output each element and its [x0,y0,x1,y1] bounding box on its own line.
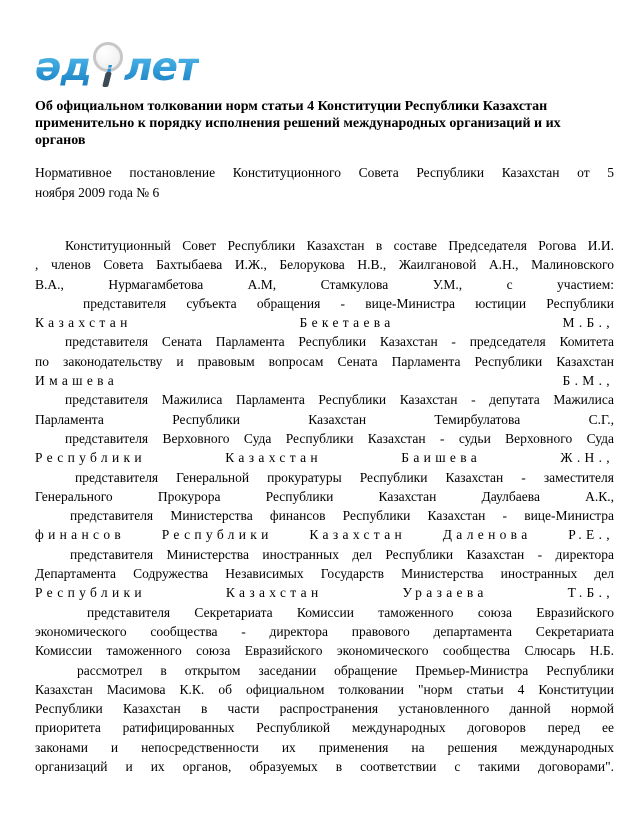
text-line: представителя Верховного Суда Республики Казахстан - судьи Верховного Суда [65,430,614,446]
logo-text-part2: лет [123,45,199,90]
text-line: Генерального Прокурора Республики Казахстан Даулбаева А.К., [35,488,614,504]
text-line: финансов Республики Казахстан Даленова Р.Е., [35,527,614,543]
text-line: В.А., Нурмагамбетова А.М, Стамкулова У.М., с участием: [35,276,614,292]
text-line: экономического сообщества - директора правового департамента Секретариата [35,623,614,639]
text-line: представителя Секретариата Комиссии таможенного союза Евразийского [87,604,614,620]
text-line: Конституционный Совет Республики Казахстан в составе Председателя Рогова И.И. [65,238,614,253]
text-line: Республики Казахстан в части распространения установленного данной нормой [35,701,614,717]
text-line: органов [35,133,86,148]
text-line: представителя Министерства финансов Республики Казахстан - вице-Министра [70,508,614,524]
text-line: Казахстан Бекетаева М.Б., [35,315,614,331]
magnifier-lens [93,42,123,72]
text-line: Департамента Содружества Независимых Государств Министерства иностранных дел [35,566,614,582]
text-line: представителя Мажилиса Парламента Республики Казахстан - депутата Мажилиса [65,392,614,408]
text-line: представителя Министерства иностранных дел Республики Казахстан - директора [70,546,614,562]
document-title [35,98,614,149]
text-line: , членов Совета Бахтыбаева И.Ж., Белорукова Н.В., Жаилгановой А.Н., Малиновского [35,257,614,273]
text-line: Комиссии таможенного союза Евразийского экономического сообщества Слюсарь Н.Б. [35,643,614,659]
text-line: Об официальном толковании норм статьи 4 Конституции Республики Казахстан [35,99,548,114]
text-line: Парламента Республики Казахстан Темирбулатова С.Г., [35,411,614,427]
document-subtitle [35,163,614,203]
text-line: Имашева Б.М., [35,373,614,389]
text-line: законами и непосредственности их применения на решения международных [35,739,614,755]
text-line: приоритета ратифицированных Республикой международных договоров перед ее [35,720,614,736]
text-line: ноября 2009 года № 6 [35,185,160,200]
text-line: рассмотрел в открытом заседании обращение Премьер-Министра Республики [77,662,614,678]
magnifier-icon [93,42,123,88]
text-line: представителя Сената Парламента Республики Казахстан - председателя Комитета [65,334,614,350]
text-line: Казахстан Масимова К.К. об официальном толковании "норм статьи 4 Конституции [35,681,614,697]
text-line: представителя субъекта обращения - вице-Министра юстиции Республики [83,295,614,311]
text-line: представителя Генеральной прокуратуры Республики Казахстан - заместителя [75,469,614,485]
text-line: применительно к порядку исполнения решений международных организаций и их [35,116,561,131]
text-line: Республики Казахстан Баишева Ж.Н., [35,450,614,466]
text-line: Нормативное постановление Конституционного Совета Республики Казахстан от 5 [35,165,614,180]
adilet-logo[interactable] [35,42,205,90]
logo-text-part1: әд [35,45,91,90]
text-line: по законодательству и правовым вопросам Сената Парламента Республики Казахстан [35,353,614,369]
document-body [35,236,614,776]
text-line: организаций и их органов, образуемых в соответствии с такими договорами". [35,759,614,775]
text-line: Республики Казахстан Уразаева Т.Б., [35,585,614,601]
